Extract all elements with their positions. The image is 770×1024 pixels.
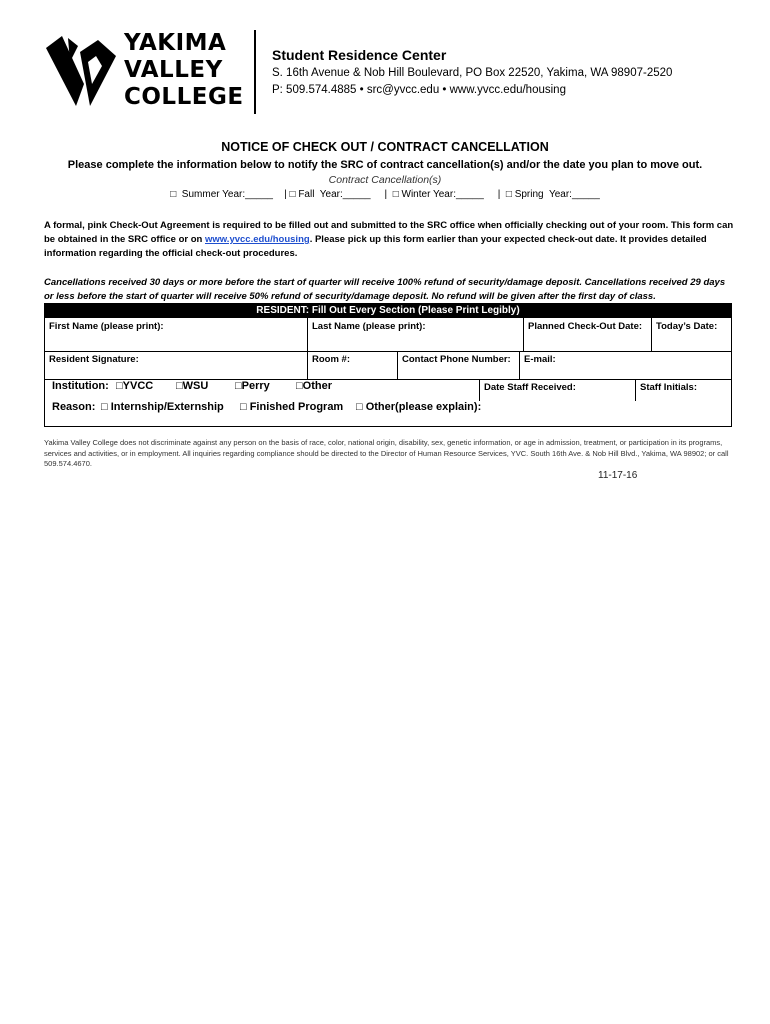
term-fall-checkbox[interactable]: □ Fall Year:_____ — [289, 189, 371, 200]
notice-subtitle: Please complete the information below to notify the SRC of contract cancellation(s) and/or the date you plan to move out. — [67, 159, 703, 171]
institution-label: Institution: — [52, 380, 109, 392]
term-spring-checkbox[interactable]: □ Spring Year:_____ — [505, 189, 600, 200]
date-staff-received-label: Date Staff Received: — [484, 382, 576, 393]
reason-internship-checkbox[interactable]: □ Internship/Externship — [101, 401, 224, 413]
logo-line-college: COLLEGE — [124, 84, 244, 110]
contact-phone-label: Contact Phone Number: — [402, 354, 511, 365]
last-name-field[interactable] — [308, 318, 523, 351]
last-name-label: Last Name (please print): — [312, 321, 426, 332]
nondiscrimination-disclaimer: Yakima Valley College does not discriminate against any person on the basis of race, color, national origin, disability, sex, genetic information, or age in admission, treatment, or participation in its programs, services and activities, or in employment. All inquiries regarding compliance should be directed to the Director of Human Resource Services, YVC. South 16th Ave. & Nob Hill Blvd., Yakima, WA 98902; or call 509.574.4670. — [44, 438, 729, 468]
src-contact-block — [272, 46, 672, 99]
contact-phone-field[interactable] — [398, 351, 519, 379]
term-winter-checkbox[interactable]: □ Winter Year:_____ — [392, 189, 484, 200]
todays-date-label: Today’s Date: — [656, 321, 718, 332]
reason-label: Reason: — [52, 401, 96, 413]
institution-wsu-checkbox[interactable]: □WSU — [176, 380, 209, 392]
paragraph-text-start: A formal, pink Check-Out Agreement is required to be filled out and submitted to the SRC office when officially checking out of your room. This form can be obtained in the SRC office or on — [44, 220, 734, 245]
planned-checkout-date-field[interactable] — [524, 318, 651, 351]
term-separator: | — [284, 189, 287, 200]
term-summer-checkbox[interactable]: □ Summer Year:_____ — [170, 189, 273, 200]
term-separator: | — [497, 189, 501, 200]
resident-signature-field[interactable] — [45, 351, 307, 379]
logo-wordmark — [124, 30, 244, 111]
staff-initials-field[interactable] — [636, 379, 732, 401]
form-header: RESIDENT: Fill Out Every Section (Please Print Legibly) — [45, 304, 731, 318]
housing-link[interactable]: www.yvcc.edu/housing — [204, 234, 310, 245]
header-divider — [254, 30, 256, 114]
notice-title: NOTICE OF CHECK OUT / CONTRACT CANCELLATION — [221, 140, 549, 154]
staff-initials-label: Staff Initials: — [640, 382, 698, 393]
paragraph-text-end: . Please pick up this form earlier than your expected check-out date. It provides detailed information regarding the official check-out procedures. — [44, 234, 707, 259]
yvc-logo-mark-icon — [40, 34, 120, 110]
refund-policy-paragraph: Cancellations received 30 days or more before the start of quarter will receive 100% refund of security/damage deposit. Cancellations received 29 days or less before the start of quarter will receive 50% refund of security/damage deposit. No refund will be given after the first day of class. — [44, 277, 726, 302]
term-separator: | — [384, 189, 388, 200]
email-field[interactable] — [520, 351, 732, 379]
src-address: S. 16th Avenue & Nob Hill Boulevard, PO Box 22520, Yakima, WA 98907-2520 — [272, 67, 673, 79]
logo-line-yakima: YAKIMA — [124, 30, 227, 56]
institution-yvcc-checkbox[interactable]: □YVCC — [116, 380, 154, 392]
college-logo — [40, 30, 244, 114]
institution-perry-checkbox[interactable]: □Perry — [235, 380, 270, 392]
term-options — [0, 189, 770, 200]
first-name-field[interactable] — [45, 318, 307, 351]
institution-other-checkbox[interactable]: □Other — [296, 380, 332, 392]
form-revision-id: 11-17-16 — [598, 470, 638, 481]
room-number-label: Room #: — [312, 354, 350, 365]
todays-date-field[interactable] — [652, 318, 732, 351]
src-contact: P: 509.574.4885 • src@yvcc.edu • www.yvcc.edu/housing — [272, 84, 566, 96]
reason-other-checkbox[interactable]: □ Other(please explain): — [356, 401, 482, 413]
first-name-label: First Name (please print): — [49, 321, 164, 332]
checkout-agreement-paragraph — [44, 219, 734, 261]
src-title: Student Residence Center — [272, 47, 447, 63]
room-number-field[interactable] — [308, 351, 397, 379]
email-label: E-mail: — [524, 354, 556, 365]
date-staff-received-field[interactable] — [480, 379, 635, 401]
resident-signature-label: Resident Signature: — [49, 354, 139, 365]
reason-finished-program-checkbox[interactable]: □ Finished Program — [240, 401, 344, 413]
logo-line-valley: VALLEY — [124, 57, 223, 83]
contract-cancellations-label: Contract Cancellation(s) — [328, 174, 442, 186]
planned-checkout-label: Planned Check-Out Date: — [528, 321, 643, 332]
